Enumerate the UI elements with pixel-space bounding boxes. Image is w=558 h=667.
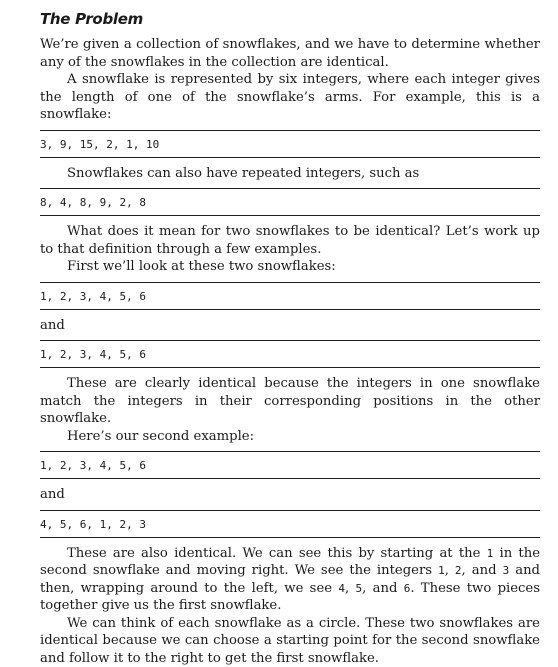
paragraph-representation: A snowflake is represented by six integers, where each integer gives the length of one of the snowflake’s arms. For example, this is a snowflake:	[40, 71, 540, 124]
inline-code: 1	[438, 564, 445, 577]
and-connector: and	[40, 317, 540, 335]
inline-code: 2	[455, 564, 462, 577]
text-run: , and	[462, 563, 503, 578]
text-run: ,	[345, 581, 356, 596]
paragraph-second-example: Here’s our second example:	[40, 428, 540, 446]
and-connector: and	[40, 486, 540, 504]
paragraph-circle: We can think of each snowflake as a circle. These two snowflakes are identical because we can choose a starting point for the second snowflake and follow it to the right to get the first snowflake.	[40, 615, 540, 667]
text-run: in the second snowflake and moving right. We see the integers	[40, 546, 540, 579]
code-example-second-a: 1, 2, 3, 4, 5, 6	[40, 451, 540, 479]
code-example-first-b: 1, 2, 3, 4, 5, 6	[40, 340, 540, 368]
inline-code: 1	[487, 547, 494, 560]
inline-code: 3	[503, 564, 510, 577]
inline-code: 6	[404, 582, 411, 595]
paragraph-first-example: First we’ll look at these two snowflakes:	[40, 258, 540, 276]
paragraph-identical-question: What does it mean for two snowflakes to be identical? Let’s work up to that definition through a few examples.	[40, 223, 540, 258]
text-run: These are also identical. We can see this by starting at the	[67, 546, 487, 561]
inline-code: 5	[355, 582, 362, 595]
code-example-snowflake: 3, 9, 15, 2, 1, 10	[40, 130, 540, 158]
paragraph-intro: We’re given a collection of snowflakes, and we have to determine whether any of the snowflakes in the collection are identical.	[40, 36, 540, 71]
section-heading: The Problem	[40, 8, 540, 30]
code-example-first-a: 1, 2, 3, 4, 5, 6	[40, 282, 540, 310]
text-run: , and	[362, 581, 404, 596]
paragraph-repeated: Snowflakes can also have repeated integers, such as	[40, 165, 540, 183]
inline-code: 4	[338, 582, 345, 595]
paragraph-clearly-identical: These are clearly identical because the integers in one snowflake match the integers in their corresponding positions in the other snowflake.	[40, 375, 540, 428]
text-run: . These two pieces together give us the first snowflake.	[40, 581, 540, 614]
text-run: ,	[445, 563, 455, 578]
document-page	[40, 8, 540, 667]
code-example-repeated: 8, 4, 8, 9, 2, 8	[40, 188, 540, 216]
code-example-second-b: 4, 5, 6, 1, 2, 3	[40, 510, 540, 538]
paragraph-also-identical	[40, 545, 540, 615]
text-run: and then, wrapping around to the left, we see	[40, 563, 540, 596]
